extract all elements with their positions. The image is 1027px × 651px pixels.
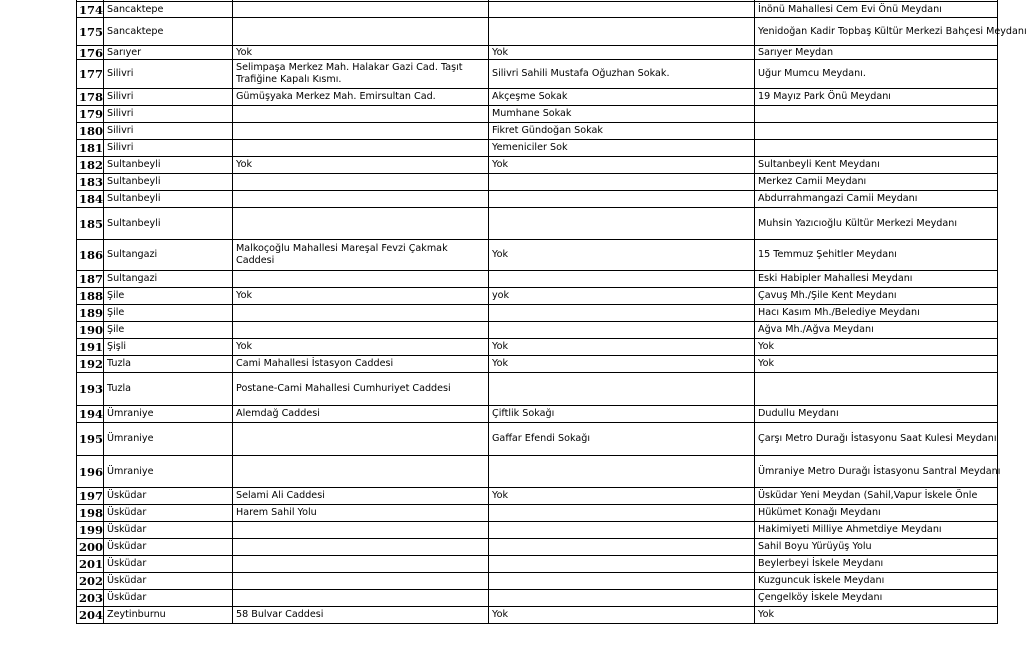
street-cell: Postane-Cami Mahallesi Cumhuriyet Caddesi [233, 373, 489, 406]
row-number: 183 [77, 174, 104, 191]
street-cell: Malkoçoğlu Mahallesi Mareşal Fevzi Çakmak Caddesi [233, 240, 489, 271]
district-cell: Sultangazi [104, 271, 233, 288]
row-number: 201 [77, 556, 104, 573]
table-row [77, 373, 998, 406]
street-cell [233, 106, 489, 123]
table-row [77, 539, 998, 556]
square-cell: Ağva Mh./Ağva Meydanı [755, 322, 998, 339]
square-cell [755, 373, 998, 406]
table-row [77, 406, 998, 423]
square-cell: Yok [755, 607, 998, 624]
sokak-cell: Yok [489, 339, 755, 356]
sokak-cell [489, 271, 755, 288]
square-cell: Merkez Camii Meydanı [755, 174, 998, 191]
square-cell: Muhsin Yazıcıoğlu Kültür Merkezi Meydanı [755, 208, 998, 240]
street-cell [233, 556, 489, 573]
sokak-cell: yok [489, 288, 755, 305]
table-row [77, 123, 998, 140]
table-row [77, 106, 998, 123]
district-cell: Silivri [104, 140, 233, 157]
table-row [77, 60, 998, 89]
district-cell: Şile [104, 288, 233, 305]
district-cell: Üsküdar [104, 505, 233, 522]
street-cell: Yok [233, 46, 489, 60]
district-cell: Sarıyer [104, 46, 233, 60]
table-row [77, 240, 998, 271]
sokak-cell [489, 556, 755, 573]
district-cell: Sultanbeyli [104, 191, 233, 208]
row-number: 204 [77, 607, 104, 624]
sokak-cell: Yemeniciler Sok [489, 140, 755, 157]
row-number: 181 [77, 140, 104, 157]
district-cell: Üsküdar [104, 539, 233, 556]
square-cell: Sahil Boyu Yürüyüş Yolu [755, 539, 998, 556]
row-number: 179 [77, 106, 104, 123]
district-cell: Sancaktepe [104, 2, 233, 18]
square-cell: Kuzguncuk İskele Meydanı [755, 573, 998, 590]
row-number: 190 [77, 322, 104, 339]
street-cell: Yok [233, 157, 489, 174]
row-number: 176 [77, 46, 104, 60]
table-row [77, 208, 998, 240]
street-cell [233, 423, 489, 456]
street-cell: Cami Mahallesi İstasyon Caddesi [233, 356, 489, 373]
row-number: 199 [77, 522, 104, 539]
square-cell: Beylerbeyi İskele Meydanı [755, 556, 998, 573]
square-cell: Hükümet Konağı Meydanı [755, 505, 998, 522]
row-number: 178 [77, 89, 104, 106]
square-cell: Yenidoğan Kadir Topbaş Kültür Merkezi Bahçesi Meydanı [755, 18, 998, 46]
district-cell: Silivri [104, 106, 233, 123]
row-number: 198 [77, 505, 104, 522]
square-cell: Sarıyer Meydan [755, 46, 998, 60]
table-row [77, 2, 998, 18]
sokak-cell [489, 505, 755, 522]
table-row [77, 18, 998, 46]
sokak-cell: Yok [489, 607, 755, 624]
row-number: 187 [77, 271, 104, 288]
row-number: 191 [77, 339, 104, 356]
district-cell: Zeytinburnu [104, 607, 233, 624]
sokak-cell [489, 208, 755, 240]
district-cell: Sultanbeyli [104, 157, 233, 174]
table-row [77, 505, 998, 522]
sokak-cell [489, 2, 755, 18]
sokak-cell: Gaffar Efendi Sokağı [489, 423, 755, 456]
district-cell: Sultanbeyli [104, 208, 233, 240]
square-cell: Dudullu Meydanı [755, 406, 998, 423]
street-cell: Harem Sahil Yolu [233, 505, 489, 522]
table-row [77, 140, 998, 157]
street-cell [233, 271, 489, 288]
table-row [77, 590, 998, 607]
district-cell: Silivri [104, 60, 233, 89]
square-cell: Ümraniye Metro Durağı İstasyonu Santral Meydanı [755, 456, 998, 488]
sokak-cell [489, 174, 755, 191]
sokak-cell: Yok [489, 46, 755, 60]
row-number: 192 [77, 356, 104, 373]
street-cell: 58 Bulvar Caddesi [233, 607, 489, 624]
square-cell: Çengelköy İskele Meydanı [755, 590, 998, 607]
sokak-cell [489, 305, 755, 322]
row-number: 175 [77, 18, 104, 46]
street-cell [233, 208, 489, 240]
table-body [77, 0, 1027, 624]
table-row [77, 522, 998, 539]
district-cell: Sancaktepe [104, 18, 233, 46]
row-number: 185 [77, 208, 104, 240]
sokak-cell [489, 191, 755, 208]
street-cell [233, 191, 489, 208]
square-cell [755, 123, 998, 140]
square-cell: Üsküdar Yeni Meydan (Sahil,Vapur İskele Önle [755, 488, 998, 505]
row-number: 186 [77, 240, 104, 271]
square-cell: 15 Temmuz Şehitler Meydanı [755, 240, 998, 271]
district-cell: Şişli [104, 339, 233, 356]
district-cell: Şile [104, 322, 233, 339]
table-row [77, 423, 998, 456]
table-row [77, 191, 998, 208]
street-cell: Alemdağ Caddesi [233, 406, 489, 423]
square-cell: Uğur Mumcu Meydanı. [755, 60, 998, 89]
sokak-cell [489, 373, 755, 406]
row-number: 196 [77, 456, 104, 488]
district-cell: Silivri [104, 123, 233, 140]
table-row [77, 46, 998, 60]
street-cell: Yok [233, 339, 489, 356]
street-cell [233, 456, 489, 488]
street-cell [233, 305, 489, 322]
sokak-cell [489, 18, 755, 46]
square-cell: İnönü Mahallesi Cem Evi Önü Meydanı [755, 2, 998, 18]
district-cell: Silivri [104, 89, 233, 106]
table-row [77, 271, 998, 288]
street-cell: Selami Ali Caddesi [233, 488, 489, 505]
street-cell [233, 174, 489, 191]
table-row [77, 288, 998, 305]
table-row [77, 322, 998, 339]
row-number: 184 [77, 191, 104, 208]
street-cell: Gümüşyaka Merkez Mah. Emirsultan Cad. [233, 89, 489, 106]
street-cell [233, 140, 489, 157]
district-cell: Üsküdar [104, 488, 233, 505]
street-cell: Selimpaşa Merkez Mah. Halakar Gazi Cad. Taşıt Trafiğine Kapalı Kısmı. [233, 60, 489, 89]
street-cell [233, 18, 489, 46]
sokak-cell: Mumhane Sokak [489, 106, 755, 123]
sokak-cell [489, 322, 755, 339]
district-cell: Tuzla [104, 373, 233, 406]
district-cell: Üsküdar [104, 556, 233, 573]
square-cell: Hacı Kasım Mh./Belediye Meydanı [755, 305, 998, 322]
district-cell: Ümraniye [104, 406, 233, 423]
district-cell: Üsküdar [104, 522, 233, 539]
sokak-cell: Çiftlik Sokağı [489, 406, 755, 423]
row-number: 193 [77, 373, 104, 406]
sokak-cell: Yok [489, 157, 755, 174]
square-cell: Yok [755, 339, 998, 356]
row-number: 194 [77, 406, 104, 423]
district-cell: Ümraniye [104, 423, 233, 456]
sokak-cell [489, 573, 755, 590]
street-cell [233, 573, 489, 590]
row-number: 188 [77, 288, 104, 305]
row-number: 202 [77, 573, 104, 590]
sokak-cell: Silivri Sahili Mustafa Oğuzhan Sokak. [489, 60, 755, 89]
table-row [77, 556, 998, 573]
table-row [77, 456, 998, 488]
street-cell [233, 123, 489, 140]
table-row [77, 305, 998, 322]
sokak-cell [489, 456, 755, 488]
table-row [77, 573, 998, 590]
table-row [77, 157, 998, 174]
row-number: 197 [77, 488, 104, 505]
square-cell: Abdurrahmangazi Camii Meydanı [755, 191, 998, 208]
row-number: 180 [77, 123, 104, 140]
row-number: 189 [77, 305, 104, 322]
street-cell: Yok [233, 288, 489, 305]
sokak-cell: Yok [489, 240, 755, 271]
square-cell: Çarşı Metro Durağı İstasyonu Saat Kulesi Meydanı [755, 423, 998, 456]
row-number: 195 [77, 423, 104, 456]
district-cell: Üsküdar [104, 573, 233, 590]
row-number: 203 [77, 590, 104, 607]
square-cell: 19 Mayız Park Önü Meydanı [755, 89, 998, 106]
table-row [77, 339, 998, 356]
square-cell [755, 106, 998, 123]
square-cell: Hakimiyeti Milliye Ahmetdiye Meydanı [755, 522, 998, 539]
sokak-cell: Yok [489, 356, 755, 373]
row-number: 177 [77, 60, 104, 89]
row-number: 182 [77, 157, 104, 174]
square-cell: Eski Habipler Mahallesi Meydanı [755, 271, 998, 288]
table-row [77, 89, 998, 106]
sokak-cell [489, 590, 755, 607]
square-cell: Sultanbeyli Kent Meydanı [755, 157, 998, 174]
district-cell: Ümraniye [104, 456, 233, 488]
sokak-cell: Fikret Gündoğan Sokak [489, 123, 755, 140]
table-row [77, 356, 998, 373]
street-cell [233, 522, 489, 539]
document-table [76, 0, 1027, 624]
row-number: 174 [77, 2, 104, 18]
sokak-cell [489, 522, 755, 539]
street-cell [233, 2, 489, 18]
table-row [77, 488, 998, 505]
sokak-cell: Akçeşme Sokak [489, 89, 755, 106]
sokak-cell: Yok [489, 488, 755, 505]
table-row [77, 607, 998, 624]
square-cell: Çavuş Mh./Şile Kent Meydanı [755, 288, 998, 305]
row-number: 200 [77, 539, 104, 556]
table-row [77, 174, 998, 191]
district-cell: Tuzla [104, 356, 233, 373]
street-cell [233, 539, 489, 556]
district-cell: Sultangazi [104, 240, 233, 271]
street-cell [233, 590, 489, 607]
district-cell: Üsküdar [104, 590, 233, 607]
square-cell: Yok [755, 356, 998, 373]
sokak-cell [489, 539, 755, 556]
district-cell: Şile [104, 305, 233, 322]
square-cell [755, 140, 998, 157]
street-cell [233, 322, 489, 339]
district-cell: Sultanbeyli [104, 174, 233, 191]
